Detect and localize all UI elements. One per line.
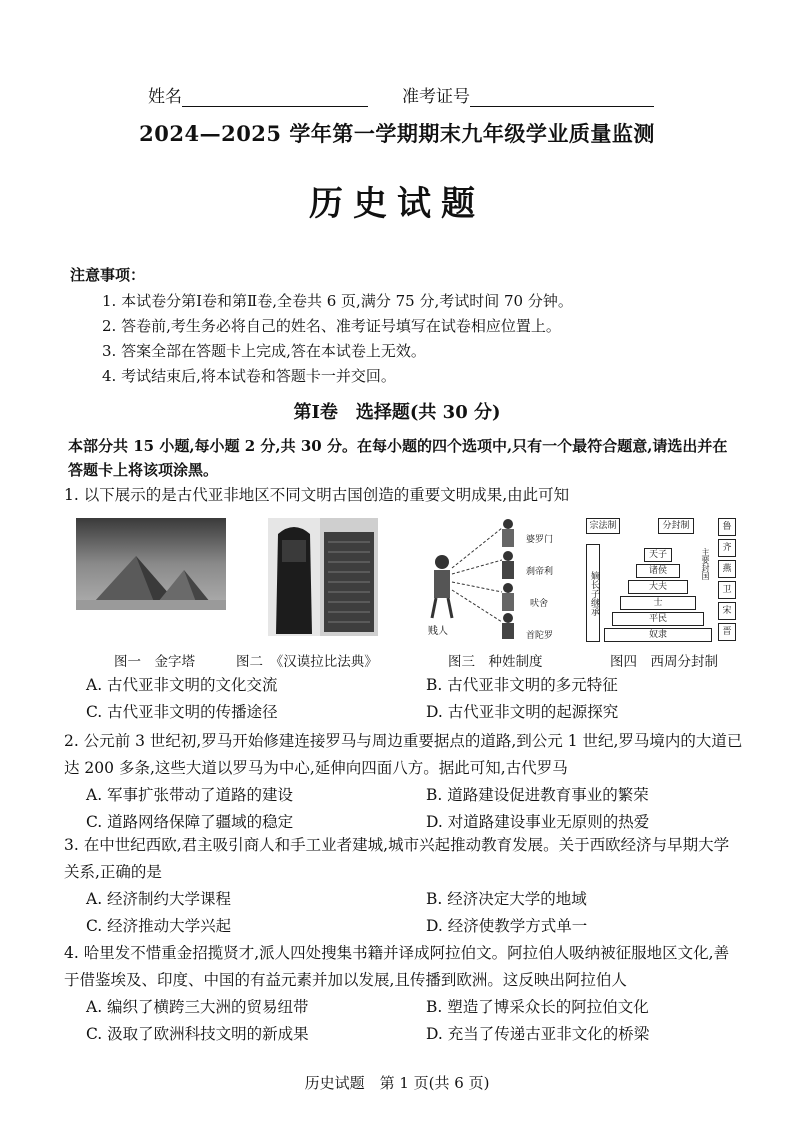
notice-item: 2. 答卷前,考生务必将自己的姓名、准考证号填写在试卷相应位置上。 (102, 317, 561, 335)
notice-item: 4. 考试结束后,将本试卷和答题卡一并交回。 (102, 367, 396, 385)
exam-id-blank (470, 89, 654, 107)
option-c: C. 经济推动大学兴起 (86, 917, 232, 935)
subject-title: 历史试题 (309, 184, 485, 224)
option-a: A. 经济制约大学课程 (86, 890, 232, 908)
notice-item: 1. 本试卷分第Ⅰ卷和第Ⅱ卷,全卷共 6 页,满分 75 分,考试时间 70 分钟。 (102, 292, 573, 310)
exam-id-label: 准考证号 (402, 87, 470, 107)
option-c: C. 古代亚非文明的传播途径 (86, 703, 278, 721)
question-2 (64, 728, 744, 836)
page-footer: 历史试题 第 1 页(共 6 页) (304, 1074, 490, 1092)
feudal-level: 天子 (644, 548, 672, 562)
caste-label: 首陀罗 (526, 631, 554, 641)
section-title: 第Ⅰ卷 选择题(共 30 分) (293, 402, 501, 423)
figure-caste (422, 518, 582, 670)
option-a: A. 军事扩张带动了道路的建设 (86, 786, 294, 804)
figure-hammurabi (236, 518, 378, 670)
state-box: 宋 (718, 602, 736, 620)
feudal-level: 诸侯 (636, 564, 680, 578)
question-stem: 2. 公元前 3 世纪初,罗马开始修建连接罗马与周边重要据点的道路,到公元 1 世纪,罗马境内的大道已达 200 多条,这些大道以罗马为中心,延伸向四面八方。据此可知,古代罗马 (64, 732, 743, 777)
feudal-level: 大夫 (628, 580, 688, 594)
figure-caption: 图一 金字塔 (114, 654, 195, 670)
figure-caption: 图四 西周分封制 (610, 654, 718, 670)
feudal-left-head: 宗法制 (586, 518, 620, 534)
notice-block (70, 264, 573, 389)
figure-caption: 图三 种姓制度 (448, 654, 543, 670)
caste-label: 吠舍 (530, 599, 549, 609)
state-box: 晋 (718, 623, 736, 641)
option-d: D. 对道路建设事业无原则的热爱 (426, 813, 650, 831)
caste-label: 婆罗门 (526, 535, 554, 545)
option-d: D. 充当了传递古亚非文化的桥梁 (426, 1025, 650, 1043)
question-1-options (64, 672, 744, 726)
feudal-right-head: 分封制 (658, 518, 694, 534)
option-d: D. 经济使教学方式单一 (426, 917, 588, 935)
name-label: 姓名 (148, 87, 182, 107)
name-field (148, 82, 368, 107)
question-1 (64, 482, 744, 509)
option-a: A. 古代亚非文明的文化交流 (86, 676, 278, 694)
feudal-side-label: 嫡长子继承 (586, 544, 600, 642)
figures-row (76, 518, 742, 668)
option-b: B. 古代亚非文明的多元特征 (426, 676, 618, 694)
option-c: C. 汲取了欧洲科技文明的新成果 (86, 1025, 309, 1043)
feudal-states (718, 518, 736, 641)
pyramid-image (76, 518, 226, 610)
name-blank (182, 89, 368, 107)
exam-title: 2024—2025 学年第一学期期末九年级学业质量监测 (139, 121, 655, 146)
option-c: C. 道路网络保障了疆域的稳定 (86, 813, 294, 831)
section-intro: 本部分共 15 小题,每小题 2 分,共 30 分。在每小题的四个选项中,只有一个最符合题意,请选出并在答题卡上将该项涂黑。 (68, 437, 728, 479)
option-a: A. 编织了横跨三大洲的贸易纽带 (86, 998, 309, 1016)
figure-caption: 图二 《汉谟拉比法典》 (236, 654, 378, 670)
state-box: 卫 (718, 581, 736, 599)
state-box: 鲁 (718, 518, 736, 536)
header-fields (148, 82, 654, 107)
feudal-level: 平民 (612, 612, 704, 626)
figure-pyramid (76, 518, 226, 670)
caste-label: 贱人 (428, 626, 448, 637)
caste-label: 刹帝利 (526, 567, 554, 577)
feudal-right-side: 主要封国 (701, 548, 710, 580)
question-stem: 4. 哈里发不惜重金招揽贤才,派人四处搜集书籍并译成阿拉伯文。阿拉伯人吸纳被征服地区文化,善于借鉴埃及、印度、中国的有益元素并加以发展,且传播到欧洲。这反映出阿拉伯人 (64, 944, 730, 989)
notice-item: 3. 答案全部在答题卡上完成,答在本试卷上无效。 (102, 342, 426, 360)
question-4 (64, 940, 744, 1048)
feudal-level: 士 (620, 596, 696, 610)
state-box: 燕 (718, 560, 736, 578)
question-3 (64, 832, 744, 940)
option-b: B. 经济决定大学的地域 (426, 890, 587, 908)
option-d: D. 古代亚非文明的起源探究 (426, 703, 619, 721)
option-b: B. 道路建设促进教育事业的繁荣 (426, 786, 649, 804)
notice-head: 注意事项： (70, 266, 146, 284)
exam-id-field (402, 82, 654, 107)
question-stem: 3. 在中世纪西欧,君主吸引商人和手工业者建城,城市兴起推动教育发展。关于西欧经济与早期大学关系,正确的是 (64, 836, 730, 881)
question-stem: 1. 以下展示的是古代亚非地区不同文明古国创造的重要文明成果,由此可知 (64, 486, 570, 504)
feudal-level: 奴隶 (604, 628, 712, 642)
state-box: 齐 (718, 539, 736, 557)
option-b: B. 塑造了博采众长的阿拉伯文化 (426, 998, 649, 1016)
hammurabi-stele-image (268, 518, 378, 636)
